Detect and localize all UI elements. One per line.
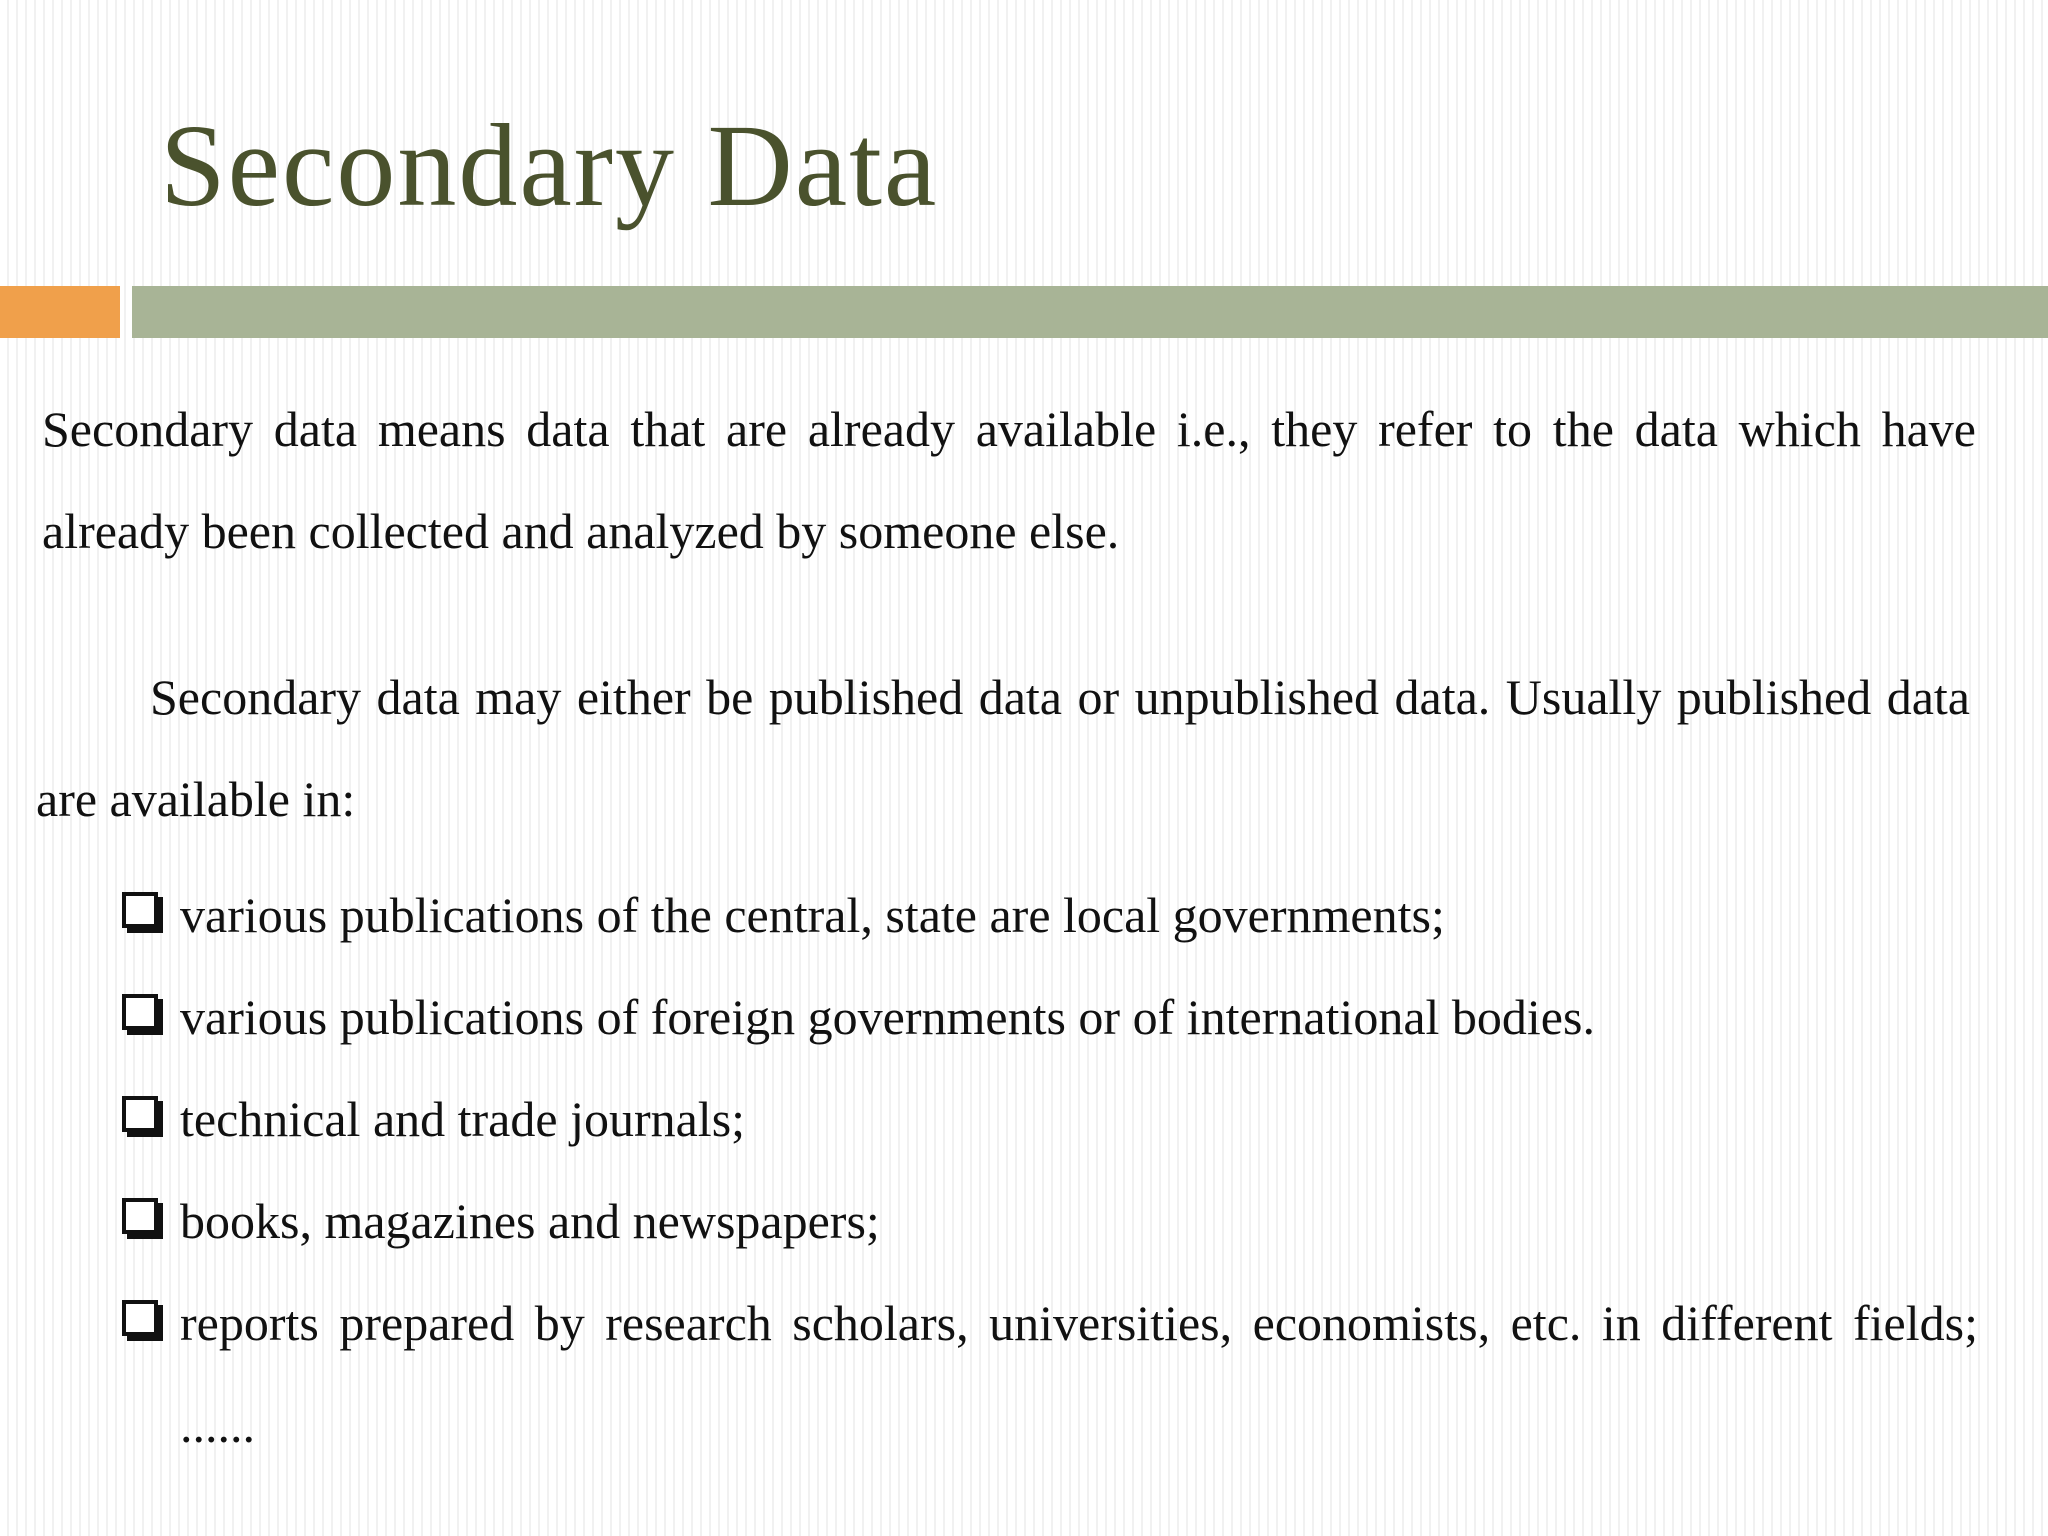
- checkbox-bullet-icon: [122, 994, 158, 1030]
- list-item: [116, 864, 1978, 966]
- list-item-text: books, magazines and newspapers;: [180, 1193, 880, 1249]
- list-item-text: technical and trade journals;: [180, 1091, 746, 1147]
- sources-list: [116, 864, 1978, 1476]
- slide-title: Secondary Data: [160, 100, 939, 231]
- accent-bar-green: [132, 286, 2048, 338]
- list-item-text: reports prepared by research scholars, universities, economists, etc. in different fields; ......: [180, 1295, 1978, 1453]
- list-item-text: various publications of the central, state are local governments;: [180, 887, 1445, 943]
- checkbox-bullet-icon: [122, 1096, 158, 1132]
- list-item: [116, 1272, 1978, 1476]
- definition-paragraph: Secondary data means data that are already available i.e., they refer to the data which have already been collected and analyzed by someone else.: [42, 401, 1976, 559]
- list-item-text: various publications of foreign governments or of international bodies.: [180, 989, 1595, 1045]
- list-item: [116, 966, 1978, 1068]
- checkbox-bullet-icon: [122, 892, 158, 928]
- accent-bar-orange: [0, 286, 120, 338]
- list-item: [116, 1068, 1978, 1170]
- published-data-paragraph: Secondary data may either be published data or unpublished data. Usually published data are available in:: [36, 669, 1970, 827]
- checkbox-bullet-icon: [122, 1300, 158, 1336]
- list-item: [116, 1170, 1978, 1272]
- checkbox-bullet-icon: [122, 1198, 158, 1234]
